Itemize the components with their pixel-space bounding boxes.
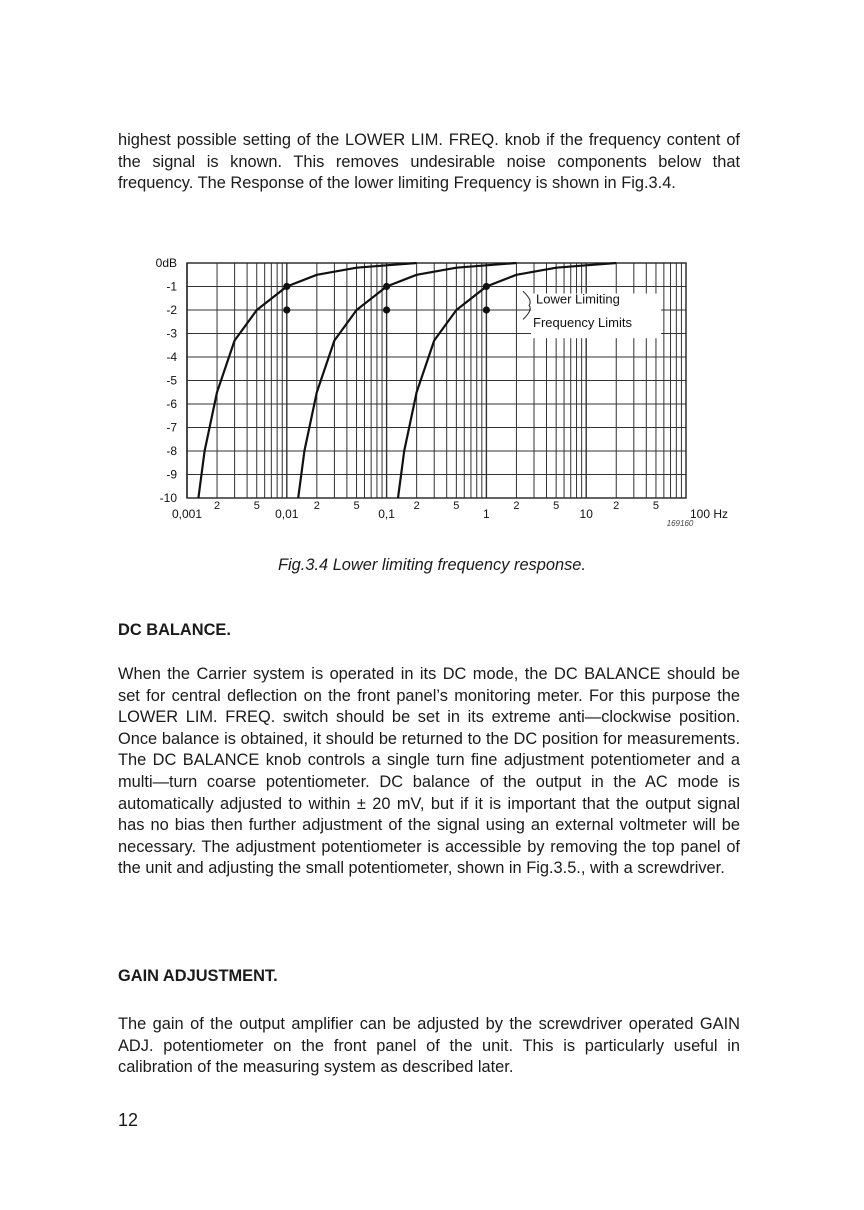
x-tick-label: 0,1	[378, 507, 395, 521]
x-tick-label: 1	[483, 507, 490, 521]
x-tick-label: 100 Hz	[690, 507, 729, 521]
page-number: 12	[118, 1110, 139, 1130]
x-minor-tick-label: 5	[553, 500, 560, 512]
annotation-label-line2: Frequency Limits	[533, 314, 633, 330]
x-minor-tick-label: 2	[613, 500, 620, 512]
dc-balance-paragraph: When the Carrier system is operated in its DC mode, the DC BALANCE should be set for central deflection on the front panel’s monitoring meter. For this purpose the LOWER LIM. FREQ. switch should be set in its extreme anti—clockwise position. Once balance is obtained, it should be returned to the DC position for measurements. The DC BALANCE knob controls a single turn fine adjustment potentiometer and a multi—turn coarse potentiometer. DC balance of the output in the AC mode is automatically adjusted to within ± 20 mV, but if it is important that the output signal has no bias then further adjustment of the signal using an external voltmeter will be necessary. The adjustment potentiometer is accessible by removing the top panel of the unit and adjusting the small potentiometer, shown in Fig.3.5., with a screwdriver.	[118, 665, 740, 878]
y-tick-label: -4	[166, 350, 177, 364]
limit-marker	[283, 306, 290, 313]
x-minor-tick-label: 2	[313, 500, 320, 512]
y-tick-label: -8	[166, 444, 177, 458]
y-tick-label: -5	[166, 373, 177, 388]
dc-balance-heading: DC BALANCE.	[118, 621, 231, 639]
limit-marker	[283, 283, 290, 290]
y-tick-label: -3	[166, 326, 177, 341]
limit-marker	[383, 283, 390, 290]
x-tick-label: 0,001	[171, 507, 203, 521]
annotation-label-line1: Lower Limiting	[536, 291, 620, 307]
figure-caption: Fig.3.4 Lower limiting frequency response.	[278, 556, 586, 574]
x-minor-tick-label: 2	[413, 500, 420, 512]
y-tick-label: -10	[159, 491, 177, 505]
figure-reference: 169160	[666, 519, 694, 528]
limit-marker	[483, 306, 490, 313]
x-minor-tick-label: 2	[513, 500, 520, 512]
gain-adjustment-heading: GAIN ADJUSTMENT.	[118, 967, 278, 985]
frequency-response-chart	[140, 250, 729, 540]
limit-marker	[383, 306, 390, 313]
x-minor-tick-label: 5	[253, 500, 260, 512]
x-minor-tick-label: 5	[652, 500, 660, 512]
y-tick-label: -2	[166, 303, 177, 317]
y-tick-label: 0dB	[155, 256, 177, 270]
x-tick-label: 10	[579, 507, 593, 521]
y-tick-label: -6	[166, 397, 177, 411]
x-minor-tick-label: 5	[353, 500, 360, 512]
intro-paragraph: highest possible setting of the LOWER LIM. FREQ. knob if the frequency content of the signal is known. This removes undesirable noise components below that frequency. The Response of the lower limiting Frequency is shown in Fig.3.4.	[118, 131, 740, 193]
gain-adjustment-paragraph: The gain of the output amplifier can be adjusted by the screwdriver operated GAIN ADJ. potentiometer on the front panel of the unit. This is particularly useful in calibration of the measuring system as described later.	[118, 1015, 740, 1077]
x-minor-tick-label: 2	[213, 500, 221, 512]
y-tick-label: -1	[166, 279, 177, 294]
limit-marker	[483, 283, 490, 290]
y-tick-label: -7	[166, 420, 177, 435]
x-tick-label: 0,01	[275, 507, 299, 521]
y-tick-label: -9	[166, 467, 177, 482]
annotation-brace	[523, 291, 530, 319]
x-minor-tick-label: 5	[453, 500, 460, 512]
